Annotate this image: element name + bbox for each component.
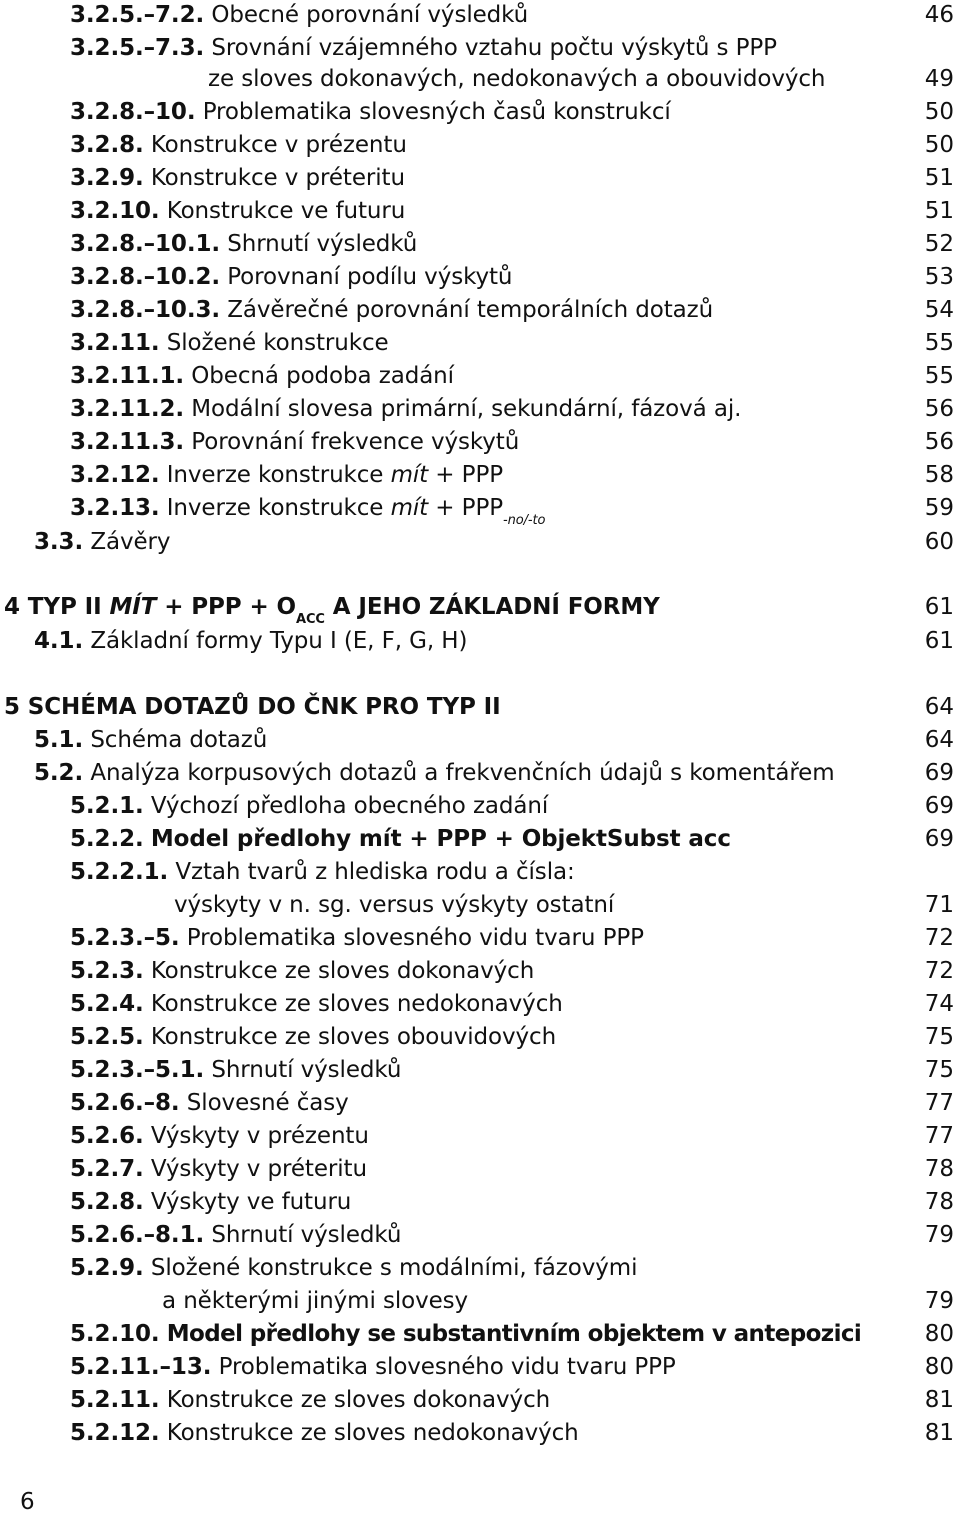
entry-title: Model předlohy se substantivním objektem v antepozici (166, 1321, 862, 1347)
entry-title: Konstrukce v préteritu (150, 165, 405, 191)
entry-page: 81 (924, 1387, 954, 1413)
entry-title: Inverze konstrukce (166, 495, 391, 521)
entry-page: 50 (924, 132, 954, 158)
toc-entry-continuation (174, 890, 614, 920)
entry-page: 51 (924, 198, 954, 224)
entry-page: 79 (924, 1288, 954, 1314)
entry-number: 5.2.12. (70, 1420, 160, 1446)
toc-entry (70, 1418, 579, 1448)
entry-number: 3.2.13. (70, 495, 160, 521)
entry-title: a některými jinými slovesy (162, 1288, 469, 1314)
toc-entry (70, 1220, 401, 1250)
entry-title: Porovnaní podílu výskytů (227, 264, 513, 290)
entry-number: 3.2.8.–10.2. (70, 264, 221, 290)
toc-entry (70, 130, 407, 160)
toc-entry (70, 989, 563, 1019)
entry-title: Závěrečné porovnání temporálních dotazů (227, 297, 714, 323)
entry-page: 75 (924, 1057, 954, 1083)
entry-title: Konstrukce ze sloves nedokonavých (150, 991, 563, 1017)
entry-number: 5.2.4. (70, 991, 144, 1017)
toc-entry (70, 493, 546, 528)
toc-entry (34, 758, 835, 788)
entry-title: Vztah tvarů z hlediska rodu a čísla: (175, 859, 575, 885)
chapter-title-subscript: ACC (296, 612, 325, 627)
chapter-title-italic: MÍT (109, 594, 157, 620)
entry-number: 5.2.6. (70, 1123, 144, 1149)
entry-page: 49 (924, 66, 954, 92)
entry-page: 55 (924, 363, 954, 389)
toc-entry (70, 0, 528, 30)
entry-number: 3.2.11. (70, 330, 160, 356)
entry-title-rest: + PPP (428, 462, 503, 488)
entry-page: 71 (924, 892, 954, 918)
entry-title: Porovnání frekvence výskytů (191, 429, 520, 455)
entry-page: 80 (924, 1321, 954, 1347)
entry-page: 78 (924, 1189, 954, 1215)
entry-number: 3.2.8.–10. (70, 99, 196, 125)
entry-number: 3.2.9. (70, 165, 144, 191)
entry-title-italic: mít (390, 462, 429, 488)
toc-entry (70, 33, 777, 63)
entry-number: 5.2.3. (70, 958, 144, 984)
entry-page: 60 (924, 529, 954, 555)
chapter-title-part: + PPP + O (156, 594, 296, 620)
entry-title: Slovesné časy (186, 1090, 349, 1116)
entry-title: Výskyty v prézentu (150, 1123, 369, 1149)
toc-entry (70, 1121, 369, 1151)
entry-title: Obecné porovnání výsledků (211, 2, 529, 28)
entry-page: 72 (924, 925, 954, 951)
toc-entry (70, 1319, 861, 1349)
entry-page: 74 (924, 991, 954, 1017)
entry-number: 5.2.5. (70, 1024, 144, 1050)
entry-title: Problematika slovesného vidu tvaru PPP (218, 1354, 676, 1380)
toc-entry (70, 163, 405, 193)
entry-title: Konstrukce ze sloves dokonavých (150, 958, 535, 984)
toc-entry (70, 361, 454, 391)
entry-page: 46 (924, 2, 954, 28)
entry-title: Výskyty ve futuru (150, 1189, 352, 1215)
entry-page: 61 (924, 628, 954, 654)
entry-title: Shrnutí výsledků (211, 1057, 402, 1083)
toc-entry-continuation (162, 1286, 468, 1316)
entry-title: Konstrukce v prézentu (150, 132, 407, 158)
entry-number: 3.2.11.1. (70, 363, 185, 389)
page-number: 6 (20, 1489, 35, 1515)
entry-title-italic: mít (390, 495, 429, 521)
entry-number: 5.2.10. (70, 1321, 160, 1347)
toc-entry (70, 262, 512, 292)
entry-title: Analýza korpusových dotazů a frekvenčních údajů s komentářem (90, 760, 835, 786)
toc-entry (70, 394, 741, 424)
toc-entry (70, 791, 548, 821)
entry-title: Inverze konstrukce (166, 462, 391, 488)
toc-entry (34, 725, 267, 755)
entry-page: 64 (924, 727, 954, 753)
entry-title: ze sloves dokonavých, nedokonavých a obouvidových (208, 66, 826, 92)
entry-number: 3.2.11.3. (70, 429, 185, 455)
entry-number: 3.2.5.–7.2. (70, 2, 205, 28)
entry-page: 77 (924, 1123, 954, 1149)
chapter-title: 4 TYP II (4, 594, 110, 620)
entry-page: 59 (924, 495, 954, 521)
entry-title: Shrnutí výsledků (227, 231, 418, 257)
entry-number: 5.2.2. (70, 826, 144, 852)
entry-title: Model předlohy mít + PPP + ObjektSubst acc (150, 826, 731, 852)
entry-page: 52 (924, 231, 954, 257)
toc-entry (70, 1154, 367, 1184)
entry-title: Složené konstrukce (166, 330, 389, 356)
entry-title: Obecná podoba zadání (191, 363, 454, 389)
entry-page: 80 (924, 1354, 954, 1380)
entry-number: 3.2.5.–7.3. (70, 35, 205, 61)
toc-entry (70, 295, 713, 325)
chapter-heading (4, 592, 660, 627)
entry-title: Výchozí předloha obecného zadání (150, 793, 549, 819)
toc-entry (70, 824, 731, 854)
entry-title: Modální slovesa primární, sekundární, fázová aj. (191, 396, 742, 422)
toc-entry (70, 956, 534, 986)
entry-number: 5.2.2.1. (70, 859, 169, 885)
entry-title: Závěry (90, 529, 171, 555)
entry-number: 5.2.7. (70, 1156, 144, 1182)
entry-page: 78 (924, 1156, 954, 1182)
entry-page: 51 (924, 165, 954, 191)
entry-number: 3.3. (34, 529, 84, 555)
chapter-heading (4, 692, 501, 722)
entry-page: 56 (924, 429, 954, 455)
entry-title: Konstrukce ve futuru (166, 198, 406, 224)
entry-page: 55 (924, 330, 954, 356)
toc-entry (70, 1055, 401, 1085)
entry-page: 50 (924, 99, 954, 125)
entry-page: 69 (924, 793, 954, 819)
entry-title: Konstrukce ze sloves nedokonavých (166, 1420, 579, 1446)
chapter-title: 5 SCHÉMA DOTAZŮ DO ČNK PRO TYP II (4, 694, 501, 720)
entry-number: 3.2.12. (70, 462, 160, 488)
toc-entry (70, 1187, 351, 1217)
toc-entry (70, 196, 405, 226)
entry-title: Konstrukce ze sloves obouvidových (150, 1024, 557, 1050)
toc-entry (34, 527, 170, 557)
toc-entry (70, 328, 389, 358)
entry-title: Schéma dotazů (90, 727, 268, 753)
entry-page: 69 (924, 826, 954, 852)
entry-page: 54 (924, 297, 954, 323)
entry-page: 79 (924, 1222, 954, 1248)
entry-number: 3.2.10. (70, 198, 160, 224)
entry-number: 5.2.11.–13. (70, 1354, 212, 1380)
toc-entry (70, 427, 519, 457)
toc-entry (70, 229, 417, 259)
toc-entry (70, 923, 644, 953)
entry-title: Složené konstrukce s modálními, fázovými (150, 1255, 638, 1281)
toc-entry (70, 1385, 550, 1415)
entry-page: 56 (924, 396, 954, 422)
entry-page: 69 (924, 760, 954, 786)
entry-page: 53 (924, 264, 954, 290)
entry-title: výskyty v n. sg. versus výskyty ostatní (174, 892, 615, 918)
entry-number: 3.2.8.–10.1. (70, 231, 221, 257)
entry-number: 5.2.6.–8. (70, 1090, 180, 1116)
entry-title: Shrnutí výsledků (211, 1222, 402, 1248)
toc-entry (70, 1253, 637, 1283)
entry-title: Problematika slovesného vidu tvaru PPP (186, 925, 644, 951)
entry-number: 5.2.8. (70, 1189, 144, 1215)
toc-entry (34, 626, 467, 656)
entry-number: 3.2.8.–10.3. (70, 297, 221, 323)
entry-number: 5.2. (34, 760, 84, 786)
entry-page: 58 (924, 462, 954, 488)
toc-entry (70, 1022, 556, 1052)
entry-number: 5.2.3.–5. (70, 925, 180, 951)
entry-number: 3.2.11.2. (70, 396, 185, 422)
entry-number: 5.1. (34, 727, 84, 753)
entry-title: Problematika slovesných časů konstrukcí (202, 99, 671, 125)
entry-page: 81 (924, 1420, 954, 1446)
entry-number: 3.2.8. (70, 132, 144, 158)
entry-title: Výskyty v préteritu (150, 1156, 367, 1182)
entry-number: 5.2.11. (70, 1387, 160, 1413)
entry-number: 5.2.6.–8.1. (70, 1222, 205, 1248)
entry-number: 5.2.1. (70, 793, 144, 819)
entry-page: 72 (924, 958, 954, 984)
toc-entry (70, 97, 671, 127)
entry-title: Konstrukce ze sloves dokonavých (166, 1387, 551, 1413)
entry-number: 5.2.3.–5.1. (70, 1057, 205, 1083)
entry-title: Srovnání vzájemného vztahu počtu výskytů s PPP (211, 35, 777, 61)
entry-page: 75 (924, 1024, 954, 1050)
toc-entry-continuation (208, 64, 825, 94)
toc-entry (70, 857, 575, 887)
toc-entry (70, 1088, 349, 1118)
entry-title-rest: + PPP (428, 495, 503, 521)
entry-title-subscript: -no/-to (503, 513, 546, 528)
entry-title: Základní formy Typu I (E, F, G, H) (90, 628, 468, 654)
chapter-title-rest: A JEHO ZÁKLADNÍ FORMY (324, 594, 660, 620)
entry-number: 5.2.9. (70, 1255, 144, 1281)
entry-number: 4.1. (34, 628, 84, 654)
entry-page: 61 (924, 594, 954, 620)
entry-page: 77 (924, 1090, 954, 1116)
toc-entry (70, 1352, 676, 1382)
entry-page: 64 (924, 694, 954, 720)
toc-entry (70, 460, 503, 490)
